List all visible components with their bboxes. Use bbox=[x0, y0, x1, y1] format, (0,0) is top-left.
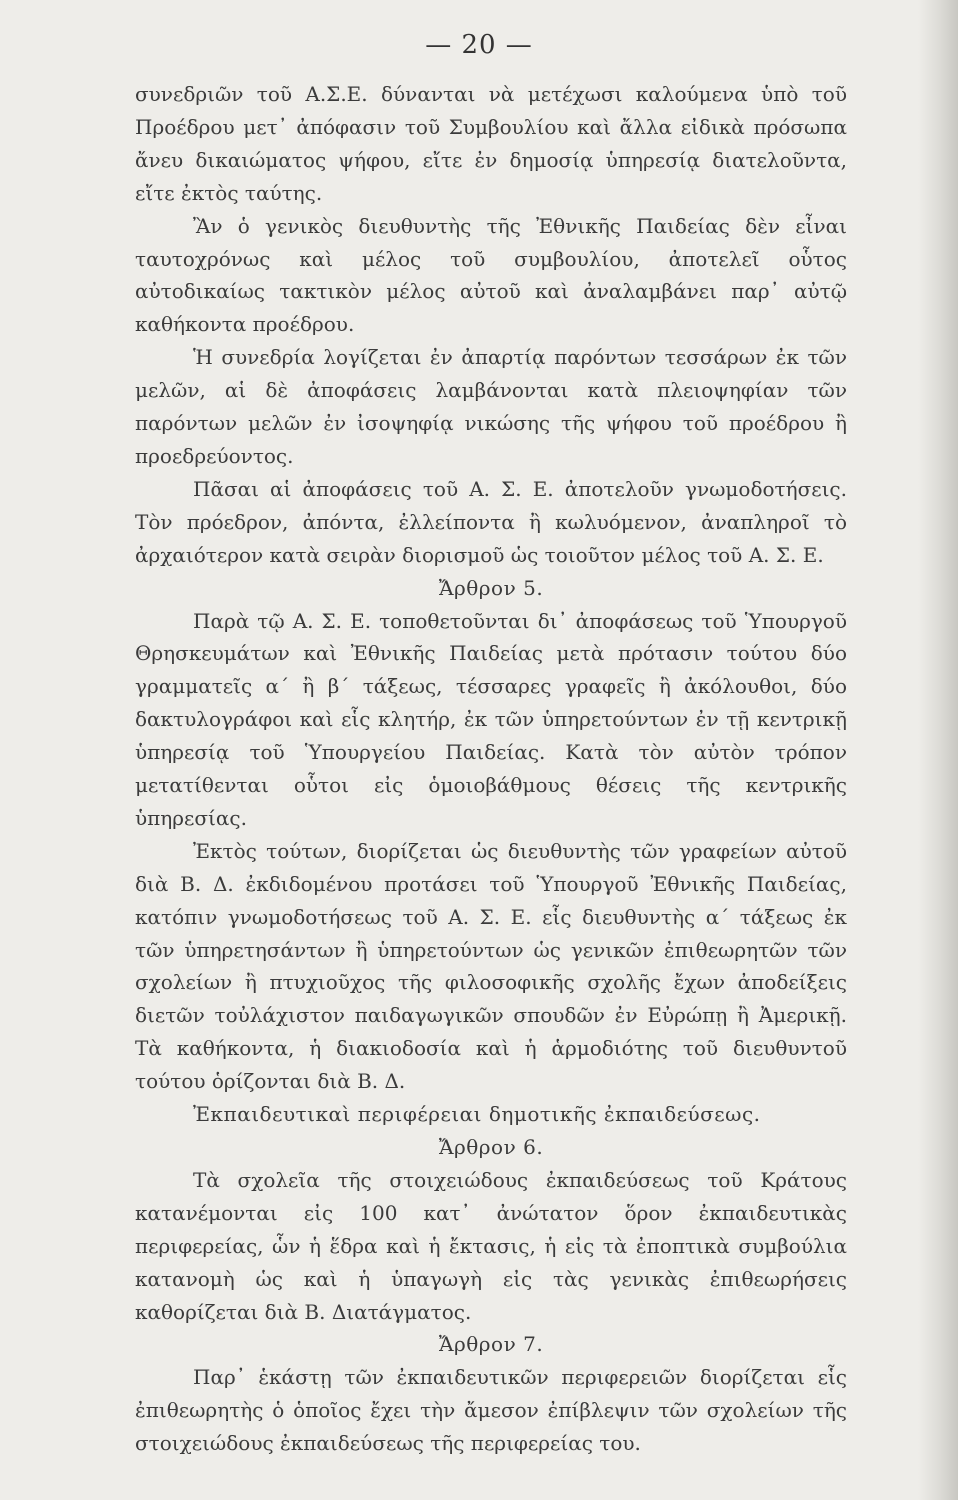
paragraph-districts: Τὰ σχολεῖα τῆς στοιχειώδους ἐκπαιδεύσεως τοῦ Κράτους κατανέμονται εἰς 100 κατ᾿ ἀνώτατον ὅρον ἐκπαιδευτικὰς περιφερείας, ὧν ἡ ἕδρα καὶ ἡ ἔκτασις, ἡ εἰς τὰ ἐποπτικὰ συμβούλια κατανομὴ ὡς καὶ ἡ ὑπαγωγὴ εἰς τὰς γενικὰς ἐπιθεωρήσεις καθορίζεται διὰ Β. Διατάγματος. bbox=[135, 1167, 847, 1324]
paragraph-inspector: Παρ᾿ ἑκάστῃ τῶν ἐκπαιδευτικῶν περιφερειῶν διορίζεται εἷς ἐπιθεωρητὴς ὁ ὁποῖος ἔχει τὴν ἄμεσον ἐπίβλεψιν τῶν σχολείων τῆς στοιχειώδους ἐκπαιδεύσεως τῆς περιφερείας του. bbox=[135, 1365, 847, 1456]
page-edge-shadow bbox=[918, 0, 958, 1500]
paragraph-quorum: Ἡ συνεδρία λογίζεται ἐν ἀπαρτίᾳ παρόντων τεσσάρων ἐκ τῶν μελῶν, αἱ δὲ ἀποφάσεις λαμβάνονται κατὰ πλειοψηφίαν τῶν παρόντων μελῶν ἐν ἰσοψηφίᾳ νικώσης τῆς ψήφου τοῦ προέδρου ἢ προεδρεύοντος. bbox=[135, 345, 847, 468]
paragraph-decisions: Πᾶσαι αἱ ἀποφάσεις τοῦ Α. Σ. Ε. ἀποτελοῦν γνωμοδοτήσεις. Τὸν πρόεδρον, ἀπόντα, ἐλλείποντα ἢ κωλυόμενον, ἀναπληροῖ τὸ ἀρχαιότερον κατὰ σειρὰν διορισμοῦ ὡς τοιοῦτον μέλος τοῦ Α. Σ. Ε. bbox=[135, 476, 847, 567]
paragraph-director: Ἂν ὁ γενικὸς διευθυντὴς τῆς Ἐθνικῆς Παιδείας δὲν εἶναι ταυτοχρόνως καὶ μέλος τοῦ συμβουλίου, ἀποτελεῖ οὗτος αὐτοδικαίως τακτικὸν μέλος αὐτοῦ καὶ ἀναλαμβάνει παρ᾿ αὐτῷ καθήκοντα προέδρου. bbox=[135, 213, 847, 337]
section-heading: Ἐκπαιδευτικαὶ περιφέρειαι δημοτικῆς ἐκπαιδεύσεως. bbox=[193, 1102, 761, 1127]
article-5-heading: Ἄρθρον 5. bbox=[438, 575, 544, 600]
article-6-heading: Ἄρθρον 6. bbox=[438, 1135, 544, 1159]
article-7-heading: Ἄρθρον 7. bbox=[438, 1332, 544, 1357]
paragraph-staff: Παρὰ τῷ Α. Σ. Ε. τοποθετοῦνται δι᾿ ἀποφάσεως τοῦ Ὑπουργοῦ Θρησκευμάτων καὶ Ἐθνικῆς Παιδείας μετὰ πρότασιν τούτου δύο γραμματεῖς α΄ ἢ β΄ τάξεως, τέσσαρες γραφεῖς ἢ ἀκόλουθοι, δύο δακτυλογράφοι καὶ εἷς κλητήρ, ἐκ τῶν ὑπηρετούντων ἐν τῇ κεντρικῇ ὑπηρεσίᾳ τοῦ Ὑπουργείου Παιδείας. Κατὰ τὸν αὐτὸν τρόπον μετατίθενται οὗτοι εἰς ὁμοιοβάθμους θέσεις τῆς κεντρικῆς ὑπηρεσίας. bbox=[135, 608, 847, 830]
document-body bbox=[135, 78, 847, 1460]
paragraph-continuation: συνεδριῶν τοῦ Α.Σ.Ε. δύνανται νὰ μετέχωσι καλούμενα ὑπὸ τοῦ Προέδρου μετ᾿ ἀπόφασιν τοῦ Συμβουλίου καὶ ἄλλα εἰδικὰ πρόσωπα ἄνευ δικαιώματος ψήφου, εἴτε ἐν δημοσίᾳ ὑπηρεσίᾳ διατελοῦντα, εἴτε ἐκτὸς ταύτης. bbox=[135, 82, 847, 205]
page-number: — 20 — bbox=[425, 30, 533, 60]
paragraph-office-director: Ἐκτὸς τούτων, διορίζεται ὡς διευθυντὴς τῶν γραφείων αὐτοῦ διὰ Β. Δ. ἐκδιδομένου προτάσει τοῦ Ὑπουργοῦ Ἐθνικῆς Παιδείας, κατόπιν γνωμοδοτήσεως τοῦ Α. Σ. Ε. εἷς διευθυντὴς α΄ τάξεως ἐκ τῶν ὑπηρετησάντων ἢ ὑπηρετούντων ὡς γενικῶν ἐπιθεωρητῶν τῶν σχολείων ἢ πτυχιοῦχος τῆς φιλοσοφικῆς σχολῆς ἔχων ἀποδείξεις διετῶν τοὐλάχιστον παιδαγωγικῶν σπουδῶν ἐν Εὐρώπῃ ἢ Ἀμερικῇ. Τὰ καθήκοντα, ἡ διακιοδοσία καὶ ἡ ἁρμοδιότης τοῦ διευθυντοῦ τούτου ὁρίζονται διὰ Β. Δ. bbox=[135, 838, 847, 1094]
